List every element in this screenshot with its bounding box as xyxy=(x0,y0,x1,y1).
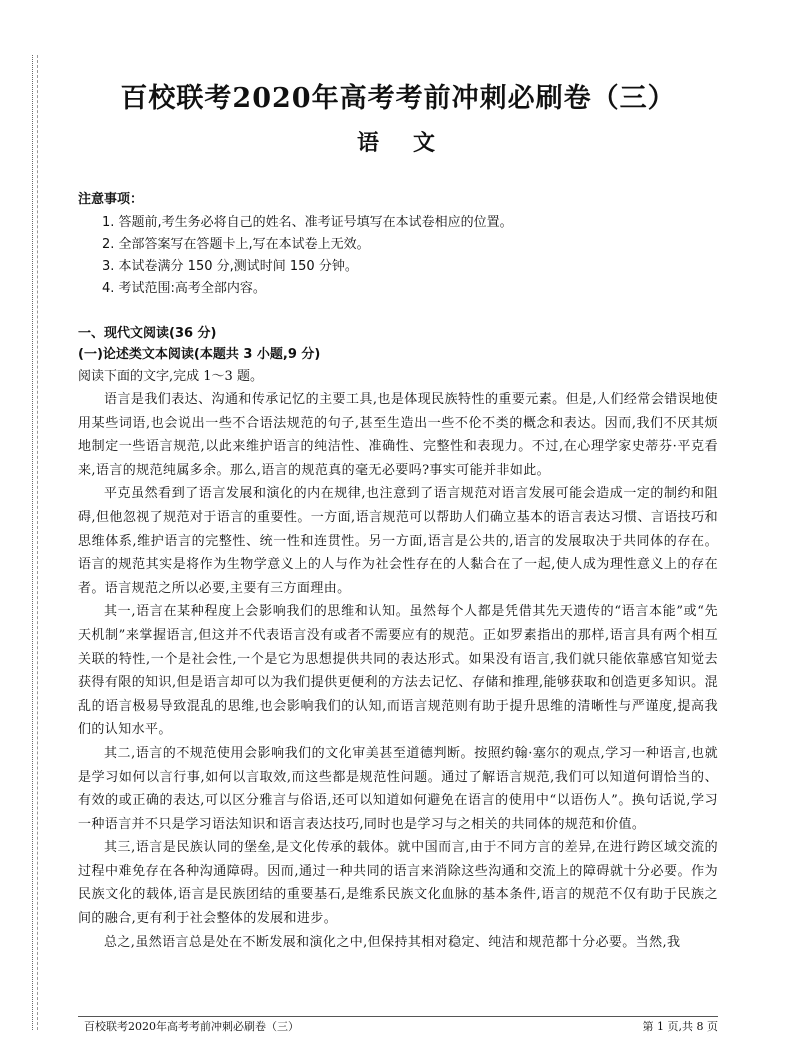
footer-title: 百校联考2020年高考考前冲刺必刷卷（三） xyxy=(84,1020,299,1033)
notice-item: 3. 本试卷满分 150 分,测试时间 150 分钟。 xyxy=(102,259,358,274)
passage-paragraph: 其一,语言在某种程度上会影响我们的思维和认知。虽然每个人都是凭借其先天遗传的“语言本能”或“先天机制”来掌握语言,但这并不代表语言没有或者不需要应有的规范。正如罗素指出的那样,语言具有两个相互关联的特性,一个是社会性,一个是它为思想提供共同的表达形式。如果没有语言,我们就只能依靠感官知觉去获得有限的知识,但是语言却可以为我们提供更便利的方法去记忆、存储和推理,能够获取和创造更多知识。混乱的语言极易导致混乱的思维,也会影响我们的认知,而语言规范则有助于提升思维的清晰性与严谨度,提高我们的认知水平。 xyxy=(78,604,718,738)
passage-paragraph: 语言是我们表达、沟通和传承记忆的主要工具,也是体现民族特性的重要元素。但是,人们经常会错误地使用某些词语,也会说出一些不合语法规范的句子,甚至生造出一些不伦不类的概念和表达。因而,我们不厌其烦地制定一些语言规范,以此来维护语言的纯洁性、准确性、完整性和表现力。不过,在心理学家史蒂芬·平克看来,语言的规范纯属多余。那么,语言的规范真的毫无必要吗?事实可能并非如此。 xyxy=(78,392,718,478)
passage-paragraph: 其三,语言是民族认同的堡垒,是文化传承的载体。就中国而言,由于不同方言的差异,在进行跨区域交流的过程中难免存在各种沟通障碍。因而,通过一种共同的语言来消除这些沟通和交流上的障碍就十分必要。作为民族文化的载体,语言是民族团结的重要基石,是维系民族文化血脉的基本条件,语言的规范不仅有助于民族之间的融合,更有利于社会整体的发展和进步。 xyxy=(78,840,718,927)
page-footer xyxy=(78,1016,718,1036)
passage-paragraph: 平克虽然看到了语言发展和演化的内在规律,也注意到了语言规范对语言发展可能会造成一定的制约和阻碍,但他忽视了规范对于语言的重要性。一方面,语言规范可以帮助人们确立基本的语言表达习惯、言语技巧和思维体系,维护语言的完整性、统一性和连贯性。另一方面,语言是公共的,语言的发展取决于共同体的存在。语言的规范其实是将作为生物学意义上的人与作为社会性存在的人黏合在了一起,使人成为理性意义上的存在者。语言规范之所以必要,主要有三方面理由。 xyxy=(78,486,718,596)
binding-line-inner xyxy=(37,55,38,1030)
exam-page xyxy=(78,78,718,954)
page-number: 第 1 页,共 8 页 xyxy=(642,1020,718,1033)
notice-heading: 注意事项： xyxy=(78,192,144,207)
passage-paragraph: 总之,虽然语言总是处在不断发展和演化之中,但保持其相对稳定、纯洁和规范都十分必要。当然,我 xyxy=(104,934,681,950)
binding-line xyxy=(32,55,33,1030)
notice-list xyxy=(102,212,718,300)
subject-title: 语文 xyxy=(356,130,469,156)
notice-item: 1. 答题前,考生务必将自己的姓名、准考证号填写在本试卷相应的位置。 xyxy=(102,215,513,230)
passage-paragraph: 其二,语言的不规范使用会影响我们的文化审美甚至道德判断。按照约翰·塞尔的观点,学习一种语言,也就是学习如何以言行事,如何以言取效,而这些都是规范性问题。通过了解语言规范,我们可以知道何谓恰当的、有效的或正确的表达,可以区分雅言与俗语,还可以知道如何避免在语言的使用中“以语伤人”。换句话说,学习一种语言并不只是学习语法知识和语言表达技巧,同时也是学习与之相关的共同体的规范和价值。 xyxy=(78,745,718,832)
notice-item: 2. 全部答案写在答题卡上,写在本试卷上无效。 xyxy=(102,237,370,252)
notice-item: 4. 考试范围:高考全部内容。 xyxy=(102,281,266,296)
page-title: 百校联考2020年高考考前冲刺必刷卷（三） xyxy=(120,83,676,114)
section-heading: 一、现代文阅读(36 分) xyxy=(78,326,217,341)
reading-instruction: 阅读下面的文字,完成 1～3 题。 xyxy=(78,369,263,384)
subsection-heading: (一)论述类文本阅读(本题共 3 小题,9 分) xyxy=(78,347,321,362)
